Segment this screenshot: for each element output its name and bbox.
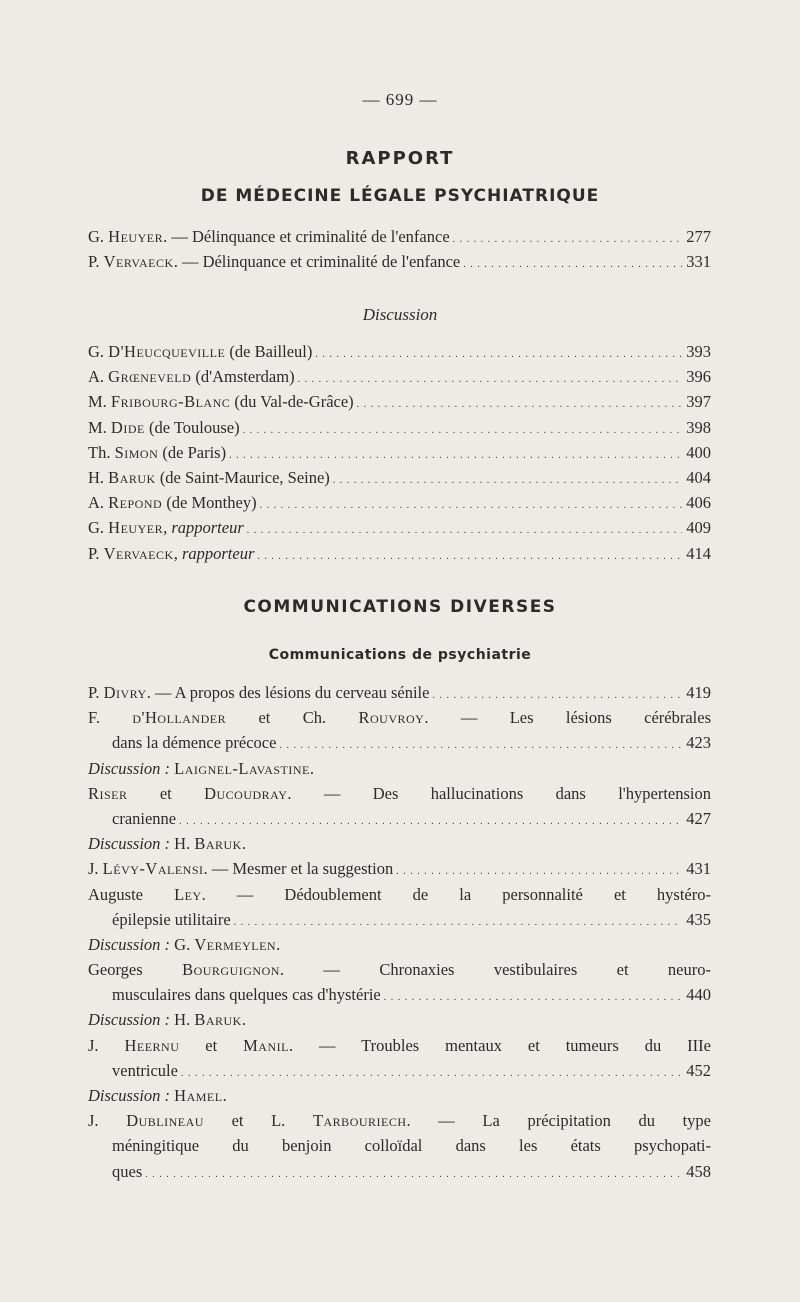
- page-ref: 397: [686, 392, 711, 412]
- author-name: Bourguignon: [182, 960, 280, 980]
- discussion-note: Discussion : H. Baruk.: [88, 834, 246, 854]
- author-initial: P.: [88, 543, 100, 563]
- toc-entry: [88, 389, 711, 414]
- discussion-entries: [88, 339, 711, 566]
- author-name: Lévy-Valensi: [102, 859, 204, 879]
- author-name: Grœneveld: [108, 367, 192, 387]
- author-initial: G.: [88, 227, 105, 246]
- author-name: Rouvroy: [358, 708, 425, 728]
- page-ref: 404: [686, 467, 711, 487]
- entry-note: , rapporteur: [163, 518, 244, 538]
- author-initial: A.: [88, 493, 105, 513]
- page-ref: 331: [686, 252, 711, 272]
- page-ref: 406: [686, 493, 711, 513]
- author-name: Heernu: [124, 1035, 180, 1055]
- entry-note: (du Val-de-Grâce): [234, 392, 354, 412]
- toc-entry: [88, 224, 711, 249]
- author-name: d'Hollander: [132, 708, 227, 728]
- page-ref: 452: [686, 1060, 711, 1080]
- section-title-communications: COMMUNICATIONS DIVERSES: [243, 597, 557, 617]
- leader-dots: [243, 415, 682, 443]
- author-name: Manil: [243, 1035, 289, 1055]
- discussion-note: Discussion : G. Vermeylen.: [88, 934, 281, 954]
- page-ref: 393: [686, 342, 711, 361]
- leader-dots: [279, 730, 682, 758]
- author-name: Baruk: [194, 834, 242, 854]
- entry-title: . — Mesmer et la suggestion: [203, 859, 394, 879]
- entry-note: (de Bailleul): [229, 342, 313, 361]
- toc-entry-continuation: épilepsie utilitaire . . . 435: [88, 907, 711, 932]
- author-initial: A.: [88, 367, 105, 387]
- entry-title: . — La précipitation du type: [406, 1111, 711, 1131]
- section-subtitle-medecine: DE MÉDECINE LÉGALE PSYCHIATRIQUE: [200, 186, 600, 206]
- toc-entry: [88, 490, 711, 515]
- discussion-note: Discussion : H. Baruk.: [88, 1010, 246, 1030]
- toc-entry-continuation: cranienne . . . 427: [88, 806, 711, 831]
- author-name: Simon: [114, 442, 159, 462]
- leader-dots: [257, 541, 682, 569]
- entry-title: . — Dédoublement de la personnalité et hystéro-: [201, 884, 711, 904]
- entry-title: . — A propos des lésions du cerveau sénile: [146, 683, 430, 702]
- toc-entry-continuation: ventricule . . . 452: [88, 1058, 711, 1083]
- toc-entry-continuation: ques . . . 458: [88, 1159, 711, 1184]
- leader-dots: [179, 806, 682, 834]
- author-name: Baruk: [108, 467, 156, 487]
- section-title-rapport: RAPPORT: [345, 148, 455, 169]
- author-initial: M.: [88, 392, 107, 412]
- author-name: Baruk: [194, 1010, 242, 1030]
- entry-title: Délinquance et criminalité de l'enfance: [202, 252, 461, 272]
- page-ref: 400: [686, 442, 711, 462]
- communications-entries: [88, 680, 711, 1184]
- toc-entry: [88, 249, 711, 274]
- entry-note: (de Paris): [162, 442, 227, 462]
- author-name: Divry: [103, 683, 147, 702]
- leader-dots: [229, 440, 682, 468]
- toc-entry: [88, 415, 711, 440]
- leader-dots: [432, 680, 682, 708]
- toc-entry-continuation: musculaires dans quelques cas d'hystérie . . . 440: [88, 982, 711, 1007]
- toc-entry: [88, 339, 711, 364]
- toc-entry: [88, 440, 711, 465]
- toc-entry-line: J. Dublineau et L. Tarbouriech. — La précipitation du type: [88, 1111, 711, 1131]
- page-ref: 440: [686, 985, 711, 1005]
- author-initial: H.: [88, 467, 105, 487]
- toc-entry-continuation: dans la démence précoce . . . 423: [88, 730, 711, 755]
- author-initial: Th.: [88, 442, 111, 462]
- page-number: — 699 —: [362, 90, 438, 109]
- toc-entry: P. Divry. — A propos des lésions du cerveau sénile . . . 419: [88, 680, 711, 705]
- author-name: Dublineau: [126, 1111, 204, 1131]
- toc-entry: [88, 515, 711, 540]
- leader-dots: [384, 982, 682, 1010]
- entry-note: (de Toulouse): [148, 417, 240, 437]
- author-name: Heuyer: [108, 227, 164, 246]
- leader-dots: [453, 224, 682, 252]
- leader-dots: [357, 389, 682, 417]
- separator: . —: [173, 252, 199, 272]
- page-ref: 396: [686, 367, 711, 387]
- toc-entry: [88, 364, 711, 389]
- discussion-note: Discussion : Hamel.: [88, 1086, 227, 1105]
- entry-title: Délinquance et criminalité de l'enfance: [191, 227, 450, 246]
- author-name: Vermeylen: [194, 934, 277, 954]
- page-ref: 414: [686, 543, 711, 563]
- entry-title: . — Des hallucinations dans l'hypertension: [287, 783, 711, 803]
- author-name: Ducoudray: [204, 783, 288, 803]
- leader-dots: [234, 907, 682, 935]
- entry-title: . — Troubles mentaux et tumeurs du IIIe: [288, 1035, 711, 1055]
- leader-dots: [396, 856, 682, 884]
- page-ref: 427: [686, 808, 711, 828]
- author-name: Tarbouriech: [312, 1111, 407, 1131]
- page-ref: 435: [686, 909, 711, 929]
- entry-title: . — Chronaxies vestibulaires et neuro-: [279, 960, 711, 980]
- entry-note: (de Saint-Maurice, Seine): [159, 467, 330, 487]
- page-ref: 458: [686, 1161, 711, 1181]
- toc-entry: [88, 541, 711, 566]
- toc-entry-line: Auguste Ley. — Dédoublement de la personnalité et hystéro-: [88, 884, 711, 904]
- section-subtitle-psychiatrie: Communications de psychiatrie: [268, 647, 532, 663]
- author-name: Vervaeck: [103, 543, 174, 563]
- leader-dots: [333, 465, 682, 493]
- toc-entry: J. Lévy-Valensi. — Mesmer et la suggestion . . . 431: [88, 856, 711, 881]
- toc-entry-line: F. d'Hollander et Ch. Rouvroy. — Les lésions cérébrales: [88, 708, 711, 728]
- discussion-note: Discussion : Laignel-Lavastine.: [88, 758, 315, 778]
- leader-dots: [247, 515, 682, 543]
- leader-dots: [181, 1058, 682, 1086]
- leader-dots: [260, 490, 682, 518]
- page-ref: 277: [686, 227, 711, 246]
- leader-dots: [315, 339, 682, 367]
- author-name: Hamel: [174, 1086, 223, 1105]
- leader-dots: [463, 249, 682, 277]
- author-name: Riser: [88, 783, 128, 803]
- author-name: Laignel-Lavastine: [174, 758, 310, 778]
- page-ref: 398: [686, 417, 711, 437]
- entry-note: (de Monthey): [166, 493, 257, 513]
- toc-entry-continuation: méningitique du benjoin colloïdal dans les états psychopati-: [112, 1136, 711, 1156]
- author-name: Heuyer: [108, 518, 164, 538]
- discussion-heading: Discussion: [362, 305, 438, 324]
- page-ref: 419: [686, 683, 711, 702]
- author-initial: M.: [88, 417, 107, 437]
- toc-entry-line: Georges Bourguignon. — Chronaxies vestibulaires et neuro-: [88, 960, 711, 980]
- author-name: Repond: [108, 493, 163, 513]
- author-name: Dide: [110, 417, 145, 437]
- page-ref: 423: [686, 733, 711, 753]
- leader-dots: [298, 364, 682, 392]
- leader-dots: [145, 1159, 682, 1187]
- page-ref: 431: [686, 859, 711, 879]
- author-name: D'Heucqueville: [108, 342, 226, 361]
- entry-note: , rapporteur: [173, 543, 255, 563]
- author-initial: P.: [88, 252, 100, 272]
- author-name: Fribourg-Blanc: [110, 392, 231, 412]
- toc-entry-line: J. Heernu et Manil. — Troubles mentaux et tumeurs du IIIe: [88, 1035, 711, 1055]
- author-name: Ley: [174, 884, 202, 904]
- author-initial: G.: [88, 518, 105, 538]
- page-ref: 409: [686, 518, 711, 538]
- separator: . —: [163, 227, 188, 246]
- toc-entry-line: Riser et Ducoudray. — Des hallucinations dans l'hypertension: [88, 783, 711, 803]
- author-name: Vervaeck: [103, 252, 174, 272]
- author-initial: G.: [88, 342, 105, 361]
- entry-note: (d'Amsterdam): [195, 367, 295, 387]
- entry-title: . — Les lésions cérébrales: [424, 708, 711, 728]
- rapport-entries: [88, 224, 711, 274]
- toc-entry: [88, 465, 711, 490]
